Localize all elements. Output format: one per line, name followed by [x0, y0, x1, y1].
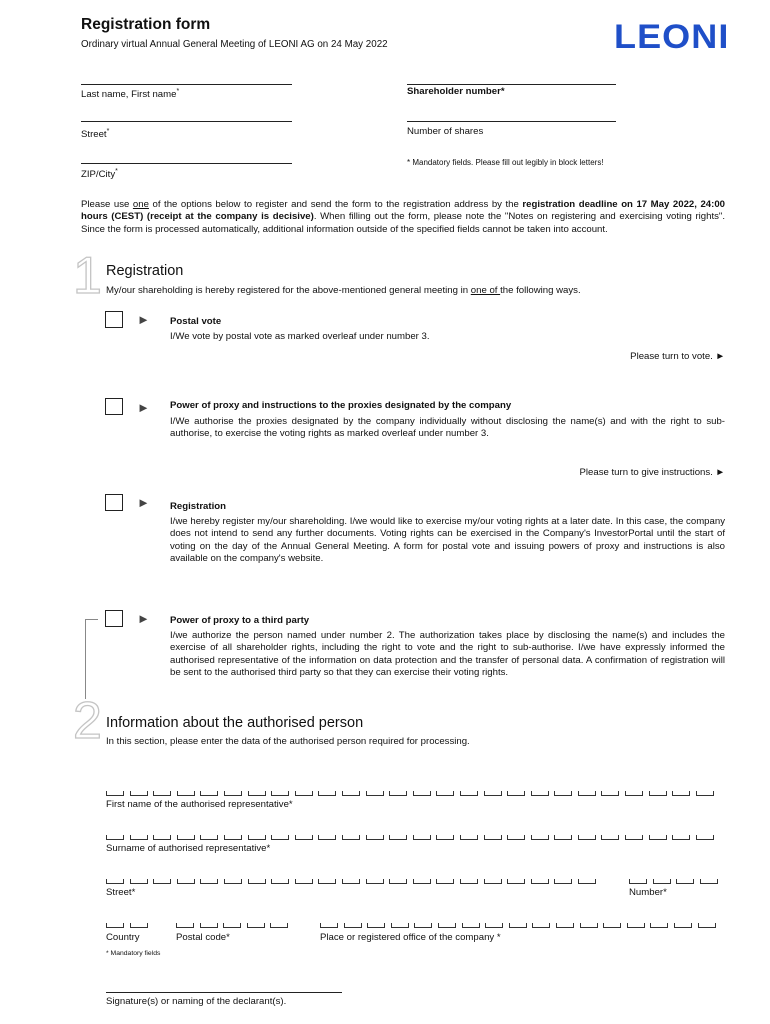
company-proxy-text: I/We authorise the proxies designated by the company individually without disclosing the name(s) and with the right to sub-authorise, to exercise the voting rights as marked overleaf under number 3.: [170, 416, 725, 440]
comb-cell: [389, 879, 407, 884]
comb-cell: [414, 923, 432, 928]
leoni-logo: LEONI: [614, 18, 730, 56]
section-2-intro: In this section, please enter the data of the authorised person required for processing.: [106, 736, 470, 747]
comb-cell: [200, 791, 218, 796]
comb-cell: [318, 879, 336, 884]
registration-checkbox[interactable]: [105, 494, 123, 511]
postal-vote-title: Postal vote: [170, 316, 222, 327]
name-label: Last name, First name*: [81, 88, 180, 101]
mandatory-note: * Mandatory fields. Please fill out legibly in block letters!: [407, 158, 604, 167]
comb-cell: [436, 791, 454, 796]
comb-cell: [507, 879, 525, 884]
comb-cell: [700, 879, 718, 884]
surname-comb-field[interactable]: [106, 835, 726, 843]
comb-cell: [106, 791, 124, 796]
comb-cell: [106, 879, 124, 884]
comb-cell: [177, 879, 195, 884]
instructions-paragraph: Please use one of the options below to register and send the form to the registration address by the registration deadline on 17 May 2022, 24:00 hours (CEST) (receipt at the company is decisive). When filling out the form, please note the "Notes on registering and exercising voting rights". Since the form is processed automatically, additional information outside of the specified fields cannot be taken into account.: [81, 199, 725, 235]
comb-cell: [130, 879, 148, 884]
street-comb-field[interactable]: [106, 879, 606, 887]
company-proxy-footer: Please turn to give instructions. ►: [579, 467, 725, 478]
third-party-proxy-checkbox[interactable]: [105, 610, 123, 627]
comb-cell: [413, 791, 431, 796]
zip-label: ZIP/City*: [81, 168, 118, 181]
comb-cell: [342, 835, 360, 840]
comb-cell: [248, 835, 266, 840]
comb-cell: [223, 923, 241, 928]
comb-cells: [106, 879, 601, 884]
comb-cell: [270, 923, 288, 928]
comb-cell: [507, 835, 525, 840]
comb-cells: [106, 835, 719, 840]
comb-cell: [436, 835, 454, 840]
street-label: Street*: [81, 128, 110, 141]
comb-cell: [460, 835, 478, 840]
postal-code-comb-field[interactable]: [176, 923, 296, 931]
comb-cell: [649, 835, 667, 840]
comb-cell: [556, 923, 574, 928]
comb-cells: [629, 879, 723, 884]
comb-cell: [462, 923, 480, 928]
comb-cell: [531, 791, 549, 796]
country-label: Country: [106, 932, 140, 943]
arrow-right-icon: ►: [137, 495, 150, 510]
comb-cell: [106, 923, 124, 928]
comb-cell: [649, 791, 667, 796]
signature-label: Signature(s) or naming of the declarant(s).: [106, 996, 287, 1007]
comb-cell: [176, 923, 194, 928]
section-1-intro: My/our shareholding is hereby registered for the above-mentioned general meeting in one of the following ways.: [106, 285, 581, 296]
comb-cell: [318, 835, 336, 840]
arrow-right-icon: ►: [137, 611, 150, 626]
comb-cell: [344, 923, 362, 928]
shareholder-number-label: Shareholder number*: [407, 86, 505, 97]
comb-cell: [578, 879, 596, 884]
comb-cells: [106, 923, 153, 928]
section-2-number: 2: [73, 692, 102, 750]
comb-cell: [295, 791, 313, 796]
comb-cell: [650, 923, 668, 928]
comb-cell: [130, 835, 148, 840]
section-2-heading: Information about the authorised person: [106, 715, 364, 731]
comb-cell: [625, 791, 643, 796]
comb-cell: [696, 791, 714, 796]
comb-cell: [580, 923, 598, 928]
comb-cells: [106, 791, 719, 796]
first-name-comb-field[interactable]: [106, 791, 726, 799]
comb-cell: [672, 791, 690, 796]
comb-cell: [391, 923, 409, 928]
postal-code-label: Postal code*: [176, 932, 230, 943]
comb-cell: [248, 879, 266, 884]
comb-cell: [224, 879, 242, 884]
comb-cell: [295, 835, 313, 840]
postal-vote-footer: Please turn to vote. ►: [630, 351, 725, 362]
comb-cell: [177, 835, 195, 840]
third-party-proxy-title: Power of proxy to a third party: [170, 615, 310, 626]
comb-cell: [200, 879, 218, 884]
first-name-label: First name of the authorised representative*: [106, 799, 293, 810]
comb-cell: [413, 835, 431, 840]
comb-cell: [578, 791, 596, 796]
comb-cell: [674, 923, 692, 928]
company-proxy-checkbox[interactable]: [105, 398, 123, 415]
comb-cell: [248, 791, 266, 796]
comb-cell: [413, 879, 431, 884]
section-1-heading: Registration: [106, 263, 184, 279]
form-subtitle: Ordinary virtual Annual General Meeting of LEONI AG on 24 May 2022: [81, 39, 388, 50]
postal-vote-checkbox[interactable]: [105, 311, 123, 328]
place-label: Place or registered office of the company *: [320, 932, 501, 943]
rep-street-label: Street*: [106, 887, 136, 898]
comb-cell: [460, 879, 478, 884]
mandatory-fields-note: * Mandatory fields: [106, 950, 161, 957]
comb-cell: [601, 791, 619, 796]
comb-cell: [460, 791, 478, 796]
shareholder-number-line[interactable]: [407, 84, 616, 85]
comb-cell: [200, 923, 218, 928]
comb-cell: [436, 879, 454, 884]
comb-cell: [696, 835, 714, 840]
comb-cell: [318, 791, 336, 796]
comb-cell: [295, 879, 313, 884]
comb-cell: [676, 879, 694, 884]
comb-cell: [271, 879, 289, 884]
comb-cells: [320, 923, 721, 928]
comb-cell: [438, 923, 456, 928]
comb-cell: [153, 791, 171, 796]
comb-cell: [271, 835, 289, 840]
zip-field-line[interactable]: [81, 163, 292, 164]
form-title: Registration form: [81, 16, 211, 33]
comb-cell: [271, 791, 289, 796]
comb-cell: [603, 923, 621, 928]
comb-cell: [366, 879, 384, 884]
comb-cell: [507, 791, 525, 796]
number-of-shares-label: Number of shares: [407, 126, 484, 137]
arrow-right-icon: ►: [137, 312, 150, 327]
comb-cell: [509, 923, 527, 928]
comb-cell: [130, 791, 148, 796]
comb-cell: [342, 791, 360, 796]
comb-cell: [627, 923, 645, 928]
registration-text: I/we hereby register my/our shareholding. I/we would like to exercise my/our voting rights at a later date. In this case, the company does not intend to send any further documents. Voting rights can be exercised in the Company's InvestorPortal until the start of voting on the day of the Annual General Meeting. A form for postal vote and issuing powers of proxy and instructions is also available on the company's website.: [170, 516, 725, 565]
comb-cells: [176, 923, 294, 928]
comb-cell: [224, 835, 242, 840]
comb-cell: [177, 791, 195, 796]
rep-number-label: Number*: [629, 887, 667, 898]
postal-vote-text: I/We vote by postal vote as marked overleaf under number 3.: [170, 331, 430, 342]
comb-cell: [554, 879, 572, 884]
comb-cell: [578, 835, 596, 840]
comb-cell: [554, 791, 572, 796]
comb-cell: [106, 835, 124, 840]
arrow-right-icon: ►: [137, 400, 150, 415]
comb-cell: [531, 835, 549, 840]
comb-cell: [153, 835, 171, 840]
street-field-line[interactable]: [81, 121, 292, 122]
section-1-number: 1: [73, 247, 102, 305]
comb-cell: [532, 923, 550, 928]
surname-label: Surname of authorised representative*: [106, 843, 271, 854]
comb-cell: [653, 879, 671, 884]
comb-cell: [342, 879, 360, 884]
comb-cell: [625, 835, 643, 840]
comb-cell: [247, 923, 265, 928]
comb-cell: [389, 835, 407, 840]
number-of-shares-line[interactable]: [407, 121, 616, 122]
registration-title: Registration: [170, 501, 226, 512]
comb-cell: [367, 923, 385, 928]
country-comb-field[interactable]: [106, 923, 154, 931]
company-proxy-title: Power of proxy and instructions to the proxies designated by the company: [170, 400, 512, 411]
comb-cell: [698, 923, 716, 928]
comb-cell: [484, 791, 502, 796]
bracket-connector: [85, 619, 98, 699]
comb-cell: [531, 879, 549, 884]
comb-cell: [366, 835, 384, 840]
comb-cell: [320, 923, 338, 928]
number-comb-field[interactable]: [629, 879, 726, 887]
comb-cell: [554, 835, 572, 840]
comb-cell: [485, 923, 503, 928]
comb-cell: [389, 791, 407, 796]
signature-line[interactable]: [106, 992, 342, 993]
comb-cell: [484, 835, 502, 840]
third-party-proxy-text: I/we authorize the person named under number 2. The authorization takes place by disclosing the name(s) and includes the exercise of all shareholder rights, including the right to vote and the right to sub-authorise. I/we have expressly informed the authorised representative of the information on data protection and the transfer of personal data. A confirmation of registration will be sent to the authorised third party so that they can exercise their voting rights.: [170, 630, 725, 679]
name-field-line[interactable]: [81, 84, 292, 85]
comb-cell: [200, 835, 218, 840]
comb-cell: [629, 879, 647, 884]
comb-cell: [366, 791, 384, 796]
comb-cell: [484, 879, 502, 884]
comb-cell: [224, 791, 242, 796]
comb-cell: [672, 835, 690, 840]
comb-cell: [130, 923, 148, 928]
comb-cell: [153, 879, 171, 884]
place-comb-field[interactable]: [320, 923, 726, 931]
comb-cell: [601, 835, 619, 840]
